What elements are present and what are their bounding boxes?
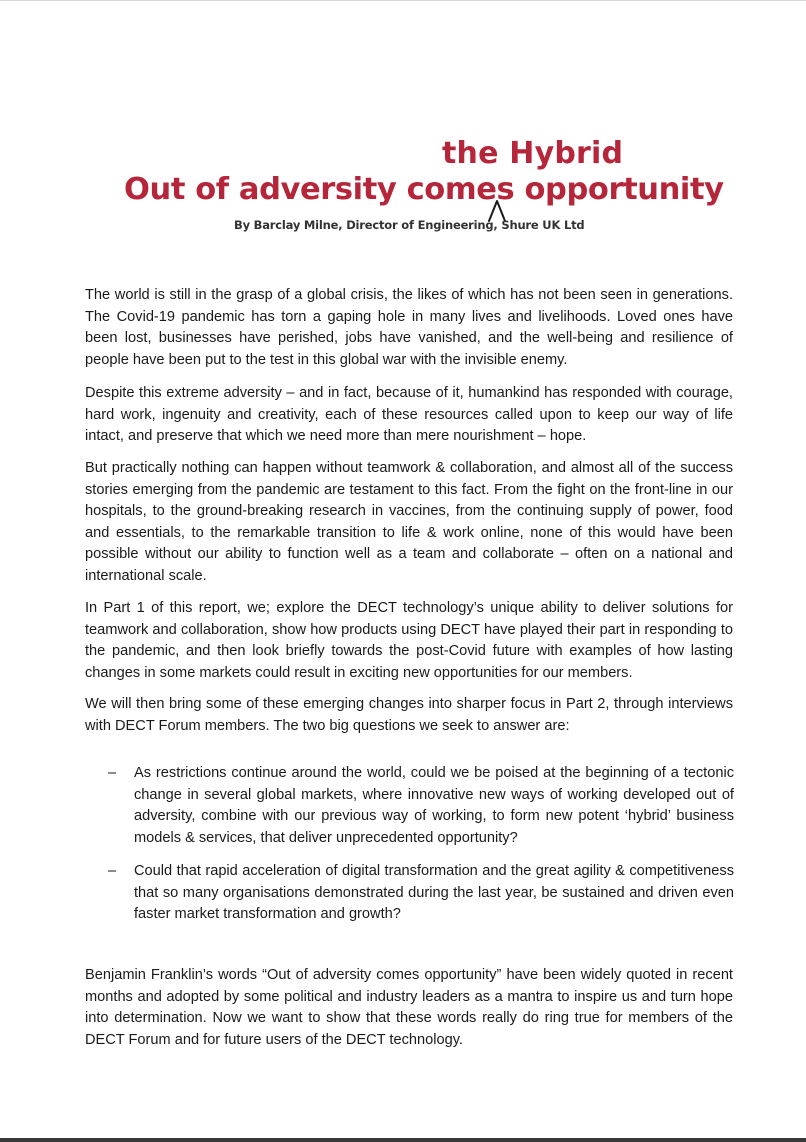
paragraph-adversity: Despite this extreme adversity – and in fact, because of it, humankind has responded with courage, hard work, ingenuity and creativity, each of these resources called upon to keep our way of life intact, and preserve that which we need more than mere nourishment – hope. [85,385,733,444]
list-item [108,861,734,926]
page-title: Out of adversity comes opportunity [124,172,724,207]
paragraph-teamwork: But practically nothing can happen without teamwork & collaboration, and almost all of the success stories emerging from the pandemic are testament to this fact. From the fight on the front-line in our hospitals, to the ground-breaking research in vaccines, from the continuing supply of power, food and essentials, to the remarkable transition to life & work online, none of this would have been possible without our ability to function well as a team and collaborate – often on a national and international scale. [85,460,733,584]
list-item-text: As restrictions continue around the world, could we be poised at the beginning of a tectonic change in several global markets, where innovative new ways of working developed out of adversity, combine with our previous way of working, to form new potent ‘hybrid’ business models & services, that deliver unprecedented opportunity? [134,765,734,846]
paragraph-part-1: In Part 1 of this report, we; explore the DECT technology’s unique ability to deliver solutions for teamwork and collaboration, show how products using DECT have played their part in responding to the pandemic, and then look briefly towards the post-Covid future with examples of how lasting changes in some markets could result in exciting new opportunities for our members. [85,600,733,681]
list-item-text: Could that rapid acceleration of digital transformation and the great agility & competitiveness that so many organisations demonstrated during the last year, be sustained and driven even faster market transformation and growth? [134,863,734,922]
bullet-dash: – [108,863,117,879]
paragraph-intro: The world is still in the grasp of a global crisis, the likes of which has not been seen in generations. The Covid-19 pandemic has torn a gaping hole in many lives and livelihoods. Loved ones have been lost, businesses have perished, jobs have vanished, and the well-being and resilience of people have been put to the test in this global war with the invisible enemy. [85,287,733,368]
list-item [108,763,734,849]
paragraph-closing: Benjamin Franklin’s words “Out of adversity comes opportunity” have been widely quoted in recent months and adopted by some political and industry leaders as a mantra to inspire us and turn hope into determination. Now we want to show that these words really do ring true for members of the DECT Forum and for future users of the DECT technology. [85,967,733,1048]
bullet-dash: – [108,765,117,781]
page-bottom-edge [0,1138,806,1142]
questions-list [108,763,734,938]
page-top-edge [0,0,806,1]
byline: By Barclay Milne, Director of Engineering, Shure UK Ltd [234,218,585,232]
title-insertion-text: the Hybrid [442,136,624,171]
paragraph-part-2: We will then bring some of these emerging changes into sharper focus in Part 2, through interviews with DECT Forum members. The two big questions we seek to answer are: [85,696,733,734]
